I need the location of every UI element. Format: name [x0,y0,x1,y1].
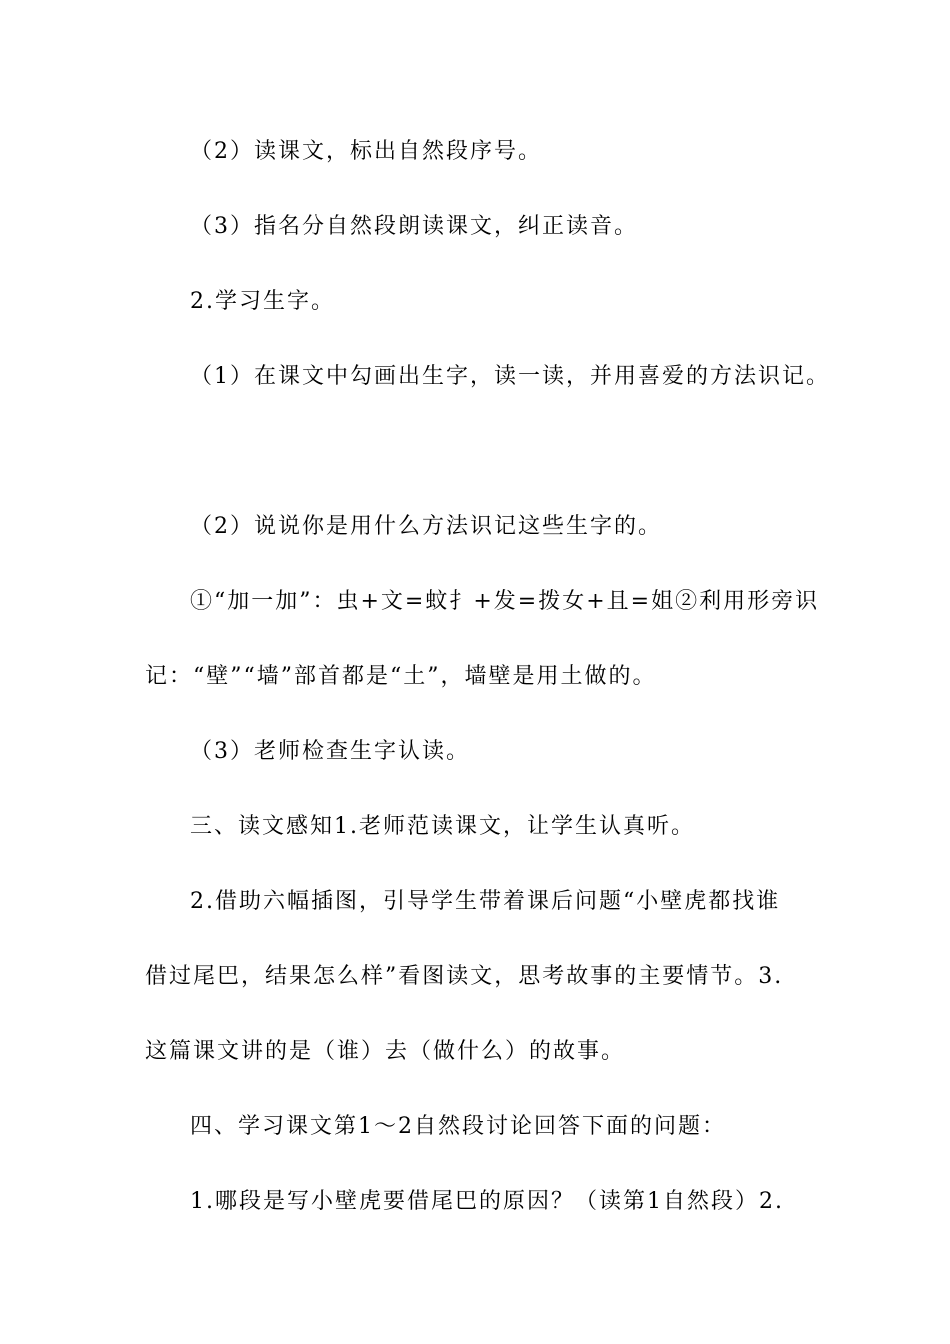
paragraph-line: 三、读文感知1.老师范读课文，让学生认真听。 [190,814,695,839]
paragraph-line: （3）指名分自然段朗读课文，纠正读音。 [190,214,638,239]
paragraph-line: ①“加一加”：虫+文=蚊扌+发=拨女+且=姐②利用形旁识 [190,589,820,614]
paragraph-line: （1）在课文中勾画出生字，读一读，并用喜爱的方法识记。 [190,364,830,389]
paragraph-line: 借过尾巴，结果怎么样”看图读文，思考故事的主要情节。3. [145,964,784,989]
paragraph-line: （2）说说你是用什么方法识记这些生字的。 [190,514,662,539]
paragraph-line: 2.借助六幅插图，引导学生带着课后问题“小壁虎都找谁 [190,889,781,914]
paragraph-line: （2）读课文，标出自然段序号。 [190,139,542,164]
paragraph-line: （3）老师检查生字认读。 [190,739,470,764]
paragraph-line: 这篇课文讲的是（谁）去（做什么）的故事。 [145,1039,626,1064]
paragraph-line: 记：“壁”“墙”部首都是“土”，墙壁是用土做的。 [145,664,657,689]
paragraph-line: 1.哪段是写小壁虎要借尾巴的原因？（读第1自然段）2. [190,1189,784,1214]
paragraph-line: 四、学习课文第1～2自然段讨论回答下面的问题： [190,1114,726,1139]
paragraph-line: 2.学习生字。 [190,289,335,314]
